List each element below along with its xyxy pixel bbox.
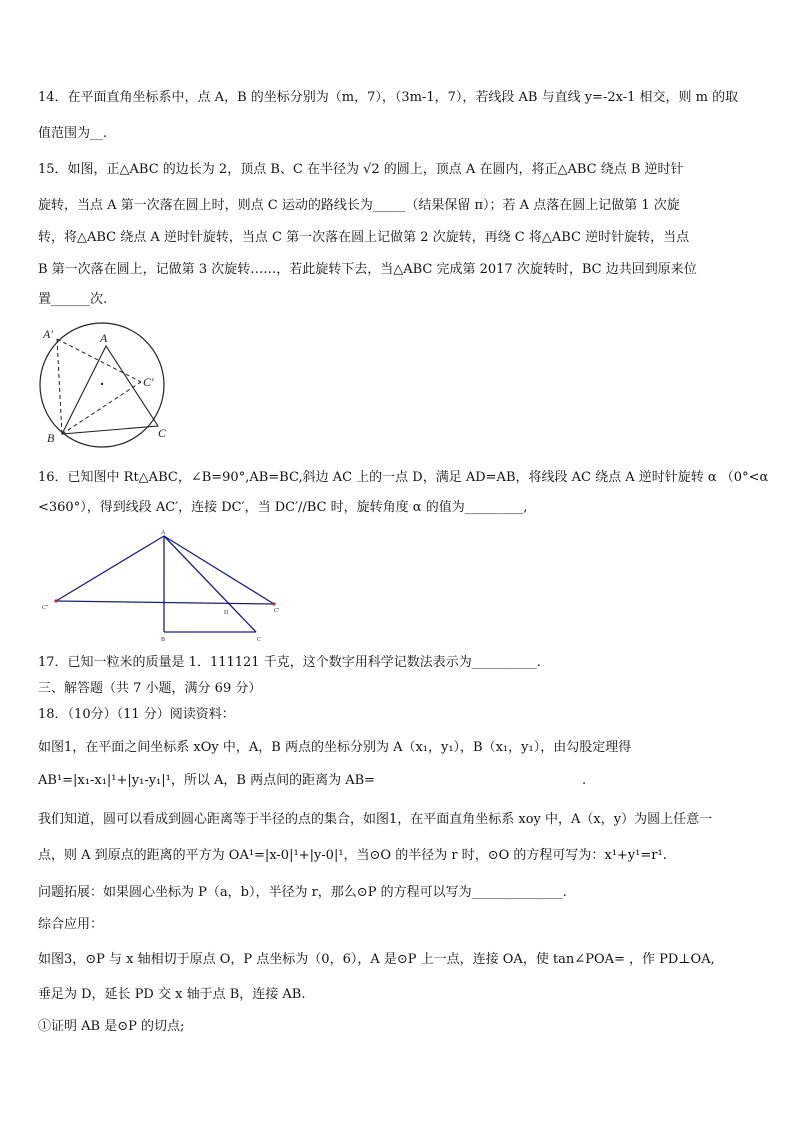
q16-line-1: 16．已知图中 Rt△ABC，∠B=90°,AB=BC,斜边 AC 上的一点 D，满足 AD=AB，将线段 AC 绕点 A 逆时针旋转 α （0°<α — [38, 470, 769, 485]
q17-line-1: 17．已知一粒米的质量是 1．111121 千克，这个数字用科学记数法表示为__________. — [38, 655, 541, 670]
q18-line-7: 综合应用： — [38, 917, 104, 932]
q15-label-b: B — [47, 431, 55, 445]
q18-line-1: 18．（10分）（11 分）阅读资料： — [38, 707, 235, 722]
q15-label-c: C — [158, 426, 167, 440]
q15-label-a: A — [100, 331, 108, 345]
q18-line-4: 我们知道，圆可以看成到圆心距离等于半径的点的集合，如图1，在平面直角坐标系 xoy 中，A（x，y）为圆上任意一 — [38, 812, 713, 827]
q14-line-2: 值范围为__. — [38, 126, 108, 141]
q15-center-dot — [101, 383, 103, 385]
q16-figure — [36, 528, 296, 644]
section-title: 三、解答题（共 7 小题，满分 69 分） — [38, 681, 262, 696]
q15-line-2: 旋转，当点 A 第一次落在圆上时，则点 C 运动的路线长为_____（结果保留 π）；若 A 点落在圆上记做第 1 次旋 — [38, 198, 680, 213]
q18-line-3b: . — [582, 773, 587, 788]
q16-label-b: B — [161, 637, 166, 643]
q16-segment-c2-c1 — [56, 601, 274, 604]
q14-line-1: 14．在平面直角坐标系中，点 A，B 的坐标分别为（m，7），（3m-1，7），若线段 AB 与直线 y=-2x-1 相交，则 m 的取 — [38, 90, 739, 105]
q16-label-c1: C′ — [274, 608, 280, 614]
q18-line-10: ①证明 AB 是⊙P 的切点; — [38, 1019, 185, 1034]
q15-dash-ab — [57, 339, 62, 434]
q16-segment-ac-double-prime — [56, 536, 164, 601]
q16-label-c: C — [257, 637, 262, 643]
q15-label-a-prime: A′ — [43, 327, 53, 341]
q15-figure — [34, 322, 184, 450]
q16-point-c1 — [272, 602, 275, 605]
q16-line-2: <360°），得到线段 AC′，连接 DC′，当 DC′//BC 时，旋转角度 α 的值为_________, — [38, 500, 528, 515]
q18-line-6: 问题拓展：如果圆心坐标为 P（a，b），半径为 r，那么⊙P 的方程可以写为______________. — [38, 885, 567, 900]
q18-line-8: 如图3，⊙P 与 x 轴相切于原点 O，P 点坐标为（0，6），A 是⊙P 上一点，连接 OA，使 tan∠POA= ，作 PD⊥OA, — [38, 952, 715, 967]
q18-line-5: 点，则 A 到原点的距离的平方为 OA¹=|x-0|¹+|y-0|¹，当⊙O 的半径为 r 时，⊙O 的方程可写为：x¹+y¹=r¹. — [38, 848, 667, 863]
q16-point-c2 — [54, 599, 57, 602]
q18-line-9: 垂足为 D，延长 PD 交 x 轴于点 B，连接 AB. — [38, 987, 306, 1002]
q18-line-3a: AB¹=|x₁-x₁|¹+|y₁-y₁|¹，所以 A，B 两点间的距离为 AB= — [38, 773, 376, 788]
q18-line-2: 如图1，在平面之间坐标系 xOy 中，A，B 两点的坐标分别为 A（x₁，y₁），B（x₁，y₁），由勾股定理得 — [38, 740, 632, 755]
q15-dash-bc — [62, 382, 141, 434]
q16-label-a: A — [161, 530, 166, 536]
q15-triangle-abc — [62, 346, 158, 434]
q16-label-d: D — [224, 610, 229, 616]
q15-line-5: 置______次. — [38, 292, 108, 307]
q16-label-c2: C″ — [42, 605, 49, 611]
q15-line-3: 转，将△ABC 绕点 A 逆时针旋转，当点 C 第一次落在圆上记做第 2 次旋转，再绕 C 将△ABC 逆时针旋转，当点 — [38, 230, 690, 245]
q15-line-4: B 第一次落在圆上，记做第 3 次旋转……，若此旋转下去，当△ABC 完成第 2017 次旋转时，BC 边共回到原来位 — [38, 262, 697, 277]
q15-label-c-prime: C′ — [143, 375, 154, 389]
q15-line-1: 15．如图，正△ABC 的边长为 2，顶点 B、C 在半径为 √2 的圆上，顶点 A 在圆内，将正△ABC 绕点 B 逆时针 — [38, 162, 684, 177]
